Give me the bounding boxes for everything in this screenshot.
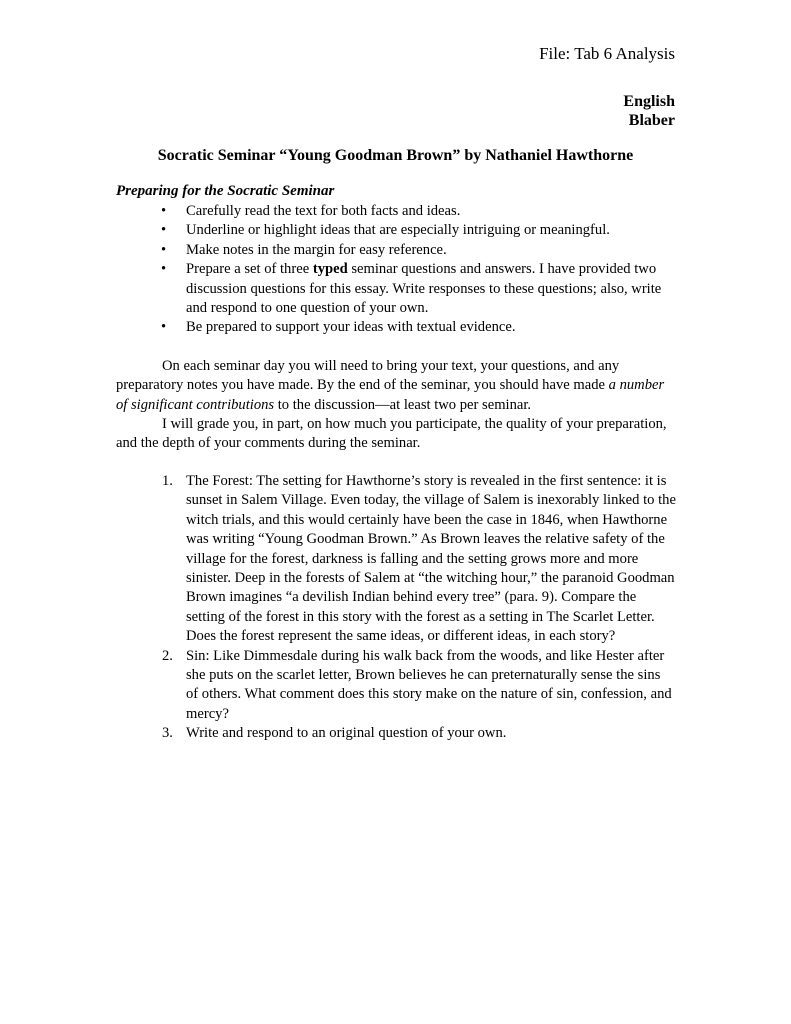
bullet-icon: • [161,241,167,258]
bullet-icon: • [161,203,167,219]
bullet-text: Be prepared to support your ideas with textual evidence. [186,319,516,336]
bullet-text: Make notes in the margin for easy reference. [186,241,447,258]
question-text: : Like Dimmesdale during his walk back from the woods, and like Hester after she puts on the scarlet letter, Brown believes he can preternaturally sense the sins of others. What comment does this story make on the nature of sin, confession, and mercy? [186,647,672,722]
bullet-text: Carefully read the text for both facts and ideas. [186,203,461,219]
prep-heading: Preparing for the Socratic Seminar [116,183,335,199]
bullet-icon: • [161,319,167,336]
teacher-name: Blaber [628,112,675,129]
question-text: : The setting for Hawthorne’s story is revealed in the first sentence: it is sunset in Salem Village. Even today, the village of Salem is inexorably linked to the witch trials, and this would certainly have been the case in 1846, when Hawthorne was writing “Young Goodman Brown.” As Brown leaves the relative safety of the village for the forest, darkness is falling and the setting grows more and more sinister. Deep in the forests of Salem at “the witching hour,” the paranoid Goodman Brown imagines “a devilish Indian behind every tree” (para. 9). Compare the setting of the forest in this story with the forest as a setting in The Scarlet Letter. Does the forest represent the same ideas, or different ideas, in each story? [186,473,676,645]
question-item [116,724,676,743]
question-text: . [502,725,507,742]
question-label: Write and respond to an original question of your own [186,725,503,742]
prep-bullet-list [116,202,676,338]
question-label: The Forest [186,473,249,489]
question-number: 3. [162,725,173,742]
question-number: 1. [162,473,173,489]
bullet-text-emphasis: typed [312,261,348,278]
question-number: 2. [162,647,173,664]
question-list [116,472,676,744]
bullet-text-start: Prepare a set of three [186,261,313,278]
paragraph-text-end: to the discussion—at least two per seminar. [274,396,532,413]
course-name: English [623,93,675,110]
bullet-icon: • [161,261,167,278]
list-item [116,318,676,337]
list-item [116,241,676,260]
bullet-icon: • [161,222,167,239]
list-item [116,221,676,240]
paragraph-emphasis: a number of significant contributions [116,377,665,413]
bullet-text-end: seminar questions and answers. I have provided two discussion questions for this essay. Write responses to these questions; also, write and respond to one question of your own. [186,261,662,317]
document-title: Socratic Seminar “Young Goodman Brown” by Nathaniel Hawthorne [157,147,634,164]
bullet-text: Underline or highlight ideas that are especially intriguing or meaningful. [186,222,610,239]
question-item [116,472,676,647]
list-item [116,260,676,318]
file-label: File: Tab 6 Analysis [539,44,675,63]
list-item [116,202,676,221]
grading-paragraph: I will grade you, in part, on how much you participate, the quality of your preparation, and the depth of your comments during the seminar. [116,416,667,452]
paragraph-text: On each seminar day you will need to bring your text, your questions, and any preparatory notes you have made. By the end of the seminar, you should have made [116,358,620,394]
question-label: Sin [186,647,206,664]
question-item [116,647,676,725]
instructions-paragraph [116,357,676,415]
